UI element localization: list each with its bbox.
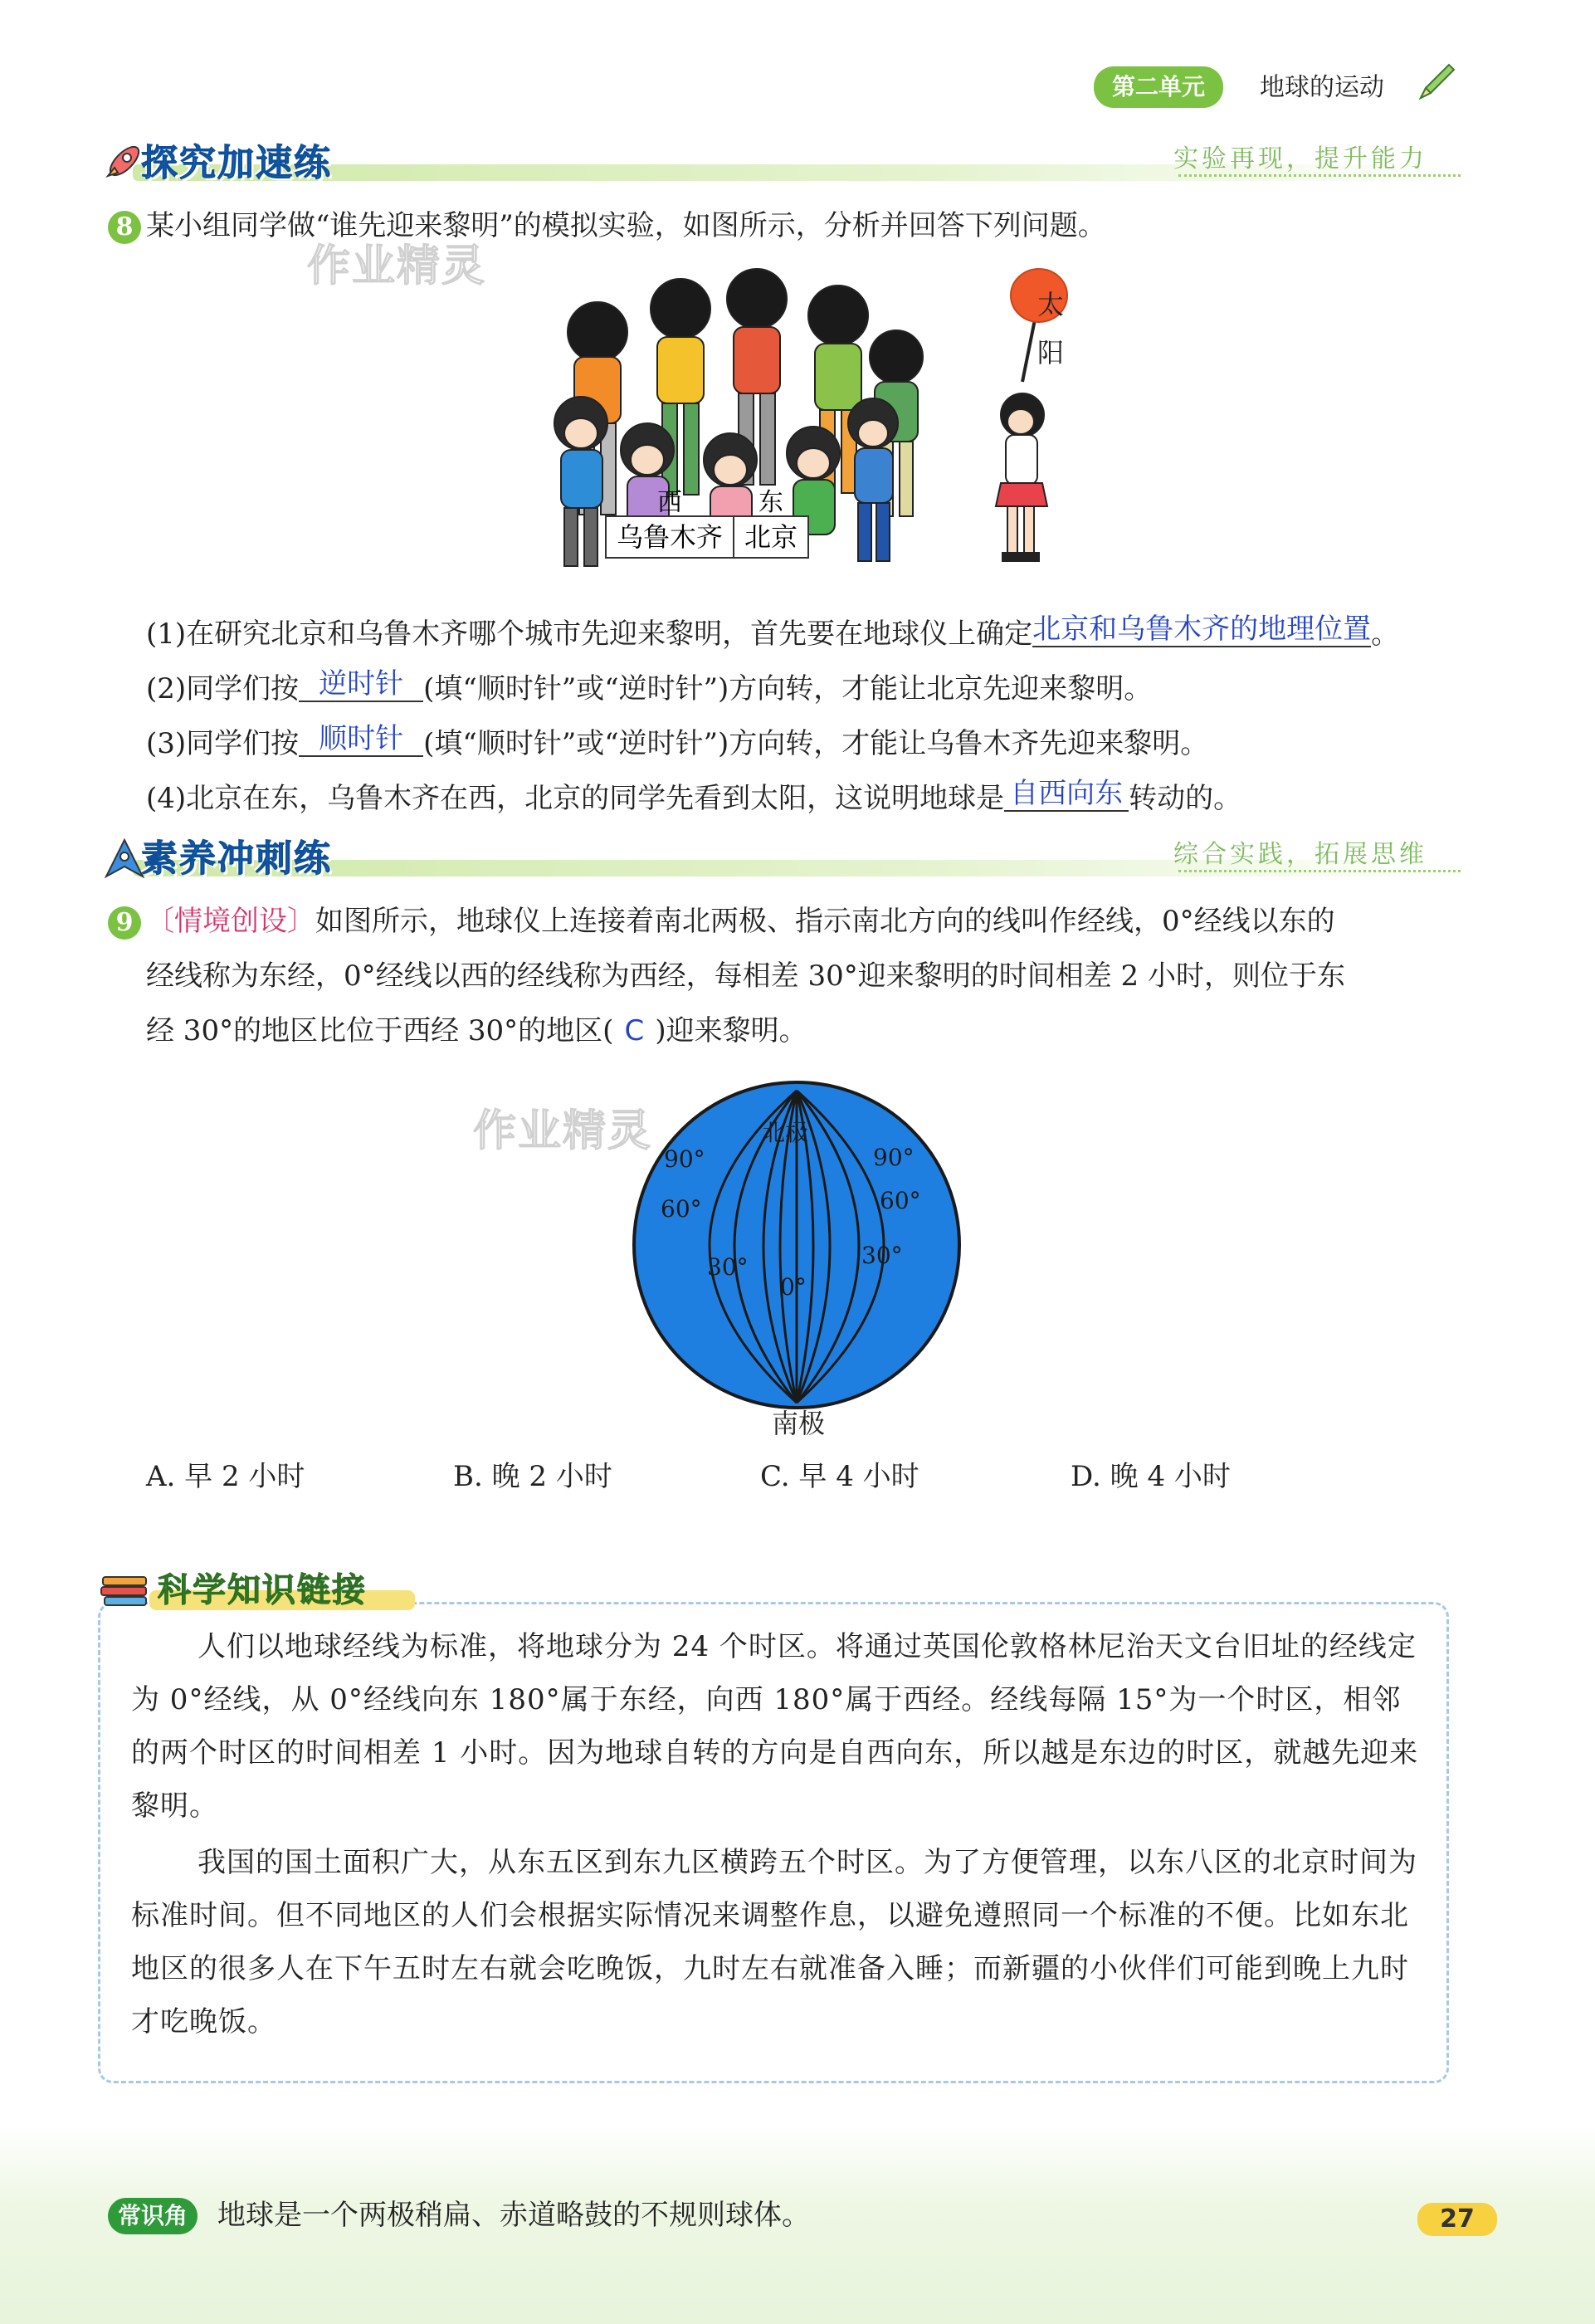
- question-number: 8: [108, 211, 141, 244]
- knowledge-paragraph-1: 人们以地球经线为标准，将地球分为 24 个时区。将通过英国伦敦格林尼治天文台旧址的经线定为 0°经线，从 0°经线向东 180°属于东经，向西 180°属于西经。经线每隔 15°为一个时区，相邻的两个时区的时间相差 1 小时。因为地球自转的方向是自西向东，所以越是东边的时区，就越先迎来黎明。: [131, 1630, 1419, 1823]
- beijing-label: 北京: [744, 521, 798, 553]
- knowledge-title: 科学知识链接: [158, 1571, 367, 1609]
- west-90-label: 90°: [664, 1145, 705, 1173]
- option-d: D. 晚 4 小时: [1071, 1460, 1231, 1493]
- globe-meridians: [631, 1079, 963, 1428]
- answer-blank-4: 自西向东: [1004, 777, 1129, 812]
- q8-part-1: (1)在研究北京和乌鲁木齐哪个城市先迎来黎明，首先要在地球仪上确定北京和乌鲁木齐的地理位置。: [146, 613, 1400, 651]
- south-pole-label: 南极: [772, 1408, 826, 1439]
- q8-stem: 某小组同学做“谁先迎来黎明”的模拟实验，如图所示，分析并回答下列问题。: [146, 209, 1106, 242]
- watermark: 作业精灵: [473, 1106, 653, 1156]
- zero-meridian-label: 0°: [780, 1273, 807, 1301]
- books-icon: [100, 1572, 149, 1610]
- globe-figure: [631, 1079, 963, 1428]
- east-90-label: 90°: [873, 1144, 915, 1171]
- west-60-label: 60°: [661, 1195, 702, 1223]
- q8-part-3: (3)同学们按 顺时针 (填“顺时针”或“逆时针”)方向转，才能让乌鲁木齐先迎来黎明。: [146, 722, 1209, 760]
- watermark: 作业精灵: [307, 242, 487, 291]
- section-title: 素养冲刺练: [141, 837, 332, 880]
- west-label: 西: [657, 488, 682, 517]
- answer-blank-3: 顺时针: [299, 722, 423, 757]
- east-60-label: 60°: [880, 1187, 921, 1214]
- page-number: 27: [1417, 2203, 1497, 2236]
- option-c: C. 早 4 小时: [760, 1460, 919, 1493]
- section-header-literacy: [100, 832, 1461, 886]
- q8-part-2: (2)同学们按 逆时针 (填“顺时针”或“逆时针”)方向转，才能让北京先迎来黎明。: [146, 667, 1153, 706]
- option-a: A. 早 2 小时: [146, 1460, 305, 1493]
- rocket-icon: [100, 139, 146, 186]
- sun-label: 太阳: [1037, 289, 1065, 369]
- pencil-icon: [1411, 58, 1461, 108]
- section-title: 探究加速练: [141, 142, 332, 184]
- footer-text: 地球是一个两极稍扁、赤道略鼓的不规则球体。: [217, 2199, 810, 2232]
- q8-stem-line: [108, 206, 1106, 246]
- section-subtitle: 综合实践，拓展思维: [1173, 840, 1427, 869]
- rocket-icon: [100, 835, 146, 881]
- unit-title: 地球的运动: [1260, 73, 1384, 102]
- q9-line-2: 经线称为东经，0°经线以西的经线称为西经，每相差 30°迎来黎明的时间相差 2 小时，则位于东: [146, 959, 1345, 993]
- section-header-explore: [100, 136, 1461, 191]
- question-number: 9: [108, 906, 141, 940]
- north-pole-label: 北极: [762, 1119, 809, 1146]
- section-subtitle: 实验再现，提升能力: [1173, 144, 1427, 173]
- unit-badge: 第二单元: [1094, 66, 1223, 108]
- option-b: B. 晚 2 小时: [453, 1460, 612, 1493]
- q9-line-3: 经 30°的地区比位于西经 30°的地区( C )迎来黎明。: [146, 1011, 807, 1051]
- q9-line-1: 9 〔情境创设〕如图所示，地球仪上连接着南北两极、指示南北方向的线叫作经线，0°经线以东的: [108, 901, 1335, 941]
- urumqi-label: 乌鲁木齐: [616, 521, 724, 553]
- q9-tag: 〔情境创设〕: [146, 905, 315, 938]
- knowledge-paragraph-2: 我国的国土面积广大，从东五区到东九区横跨五个时区。为了方便管理，以东八区的北京时间为标准时间。但不同地区的人们会根据实际情况来调整作息，以避免遵照同一个标准的不便。比如东北地区的很多人在下午五时左右就会吃晚饭，九时左右就准备入睡；而新疆的小伙伴们可能到晚上九时才吃晚饭。: [131, 1846, 1417, 2038]
- answer-blank-1: 北京和乌鲁木齐的地理位置: [1032, 613, 1372, 646]
- knowledge-header: [100, 1565, 432, 1615]
- west-30-label: 30°: [707, 1253, 749, 1281]
- footer-badge: 常识角: [108, 2198, 198, 2234]
- q9-answer: C: [624, 1014, 645, 1047]
- q8-part-4: (4)北京在东，乌鲁木齐在西，北京的同学先看到太阳，这说明地球是 自西向东 转动的。: [146, 777, 1242, 815]
- answer-blank-2: 逆时针: [299, 667, 423, 702]
- east-label: 东: [758, 488, 783, 517]
- east-30-label: 30°: [861, 1242, 903, 1269]
